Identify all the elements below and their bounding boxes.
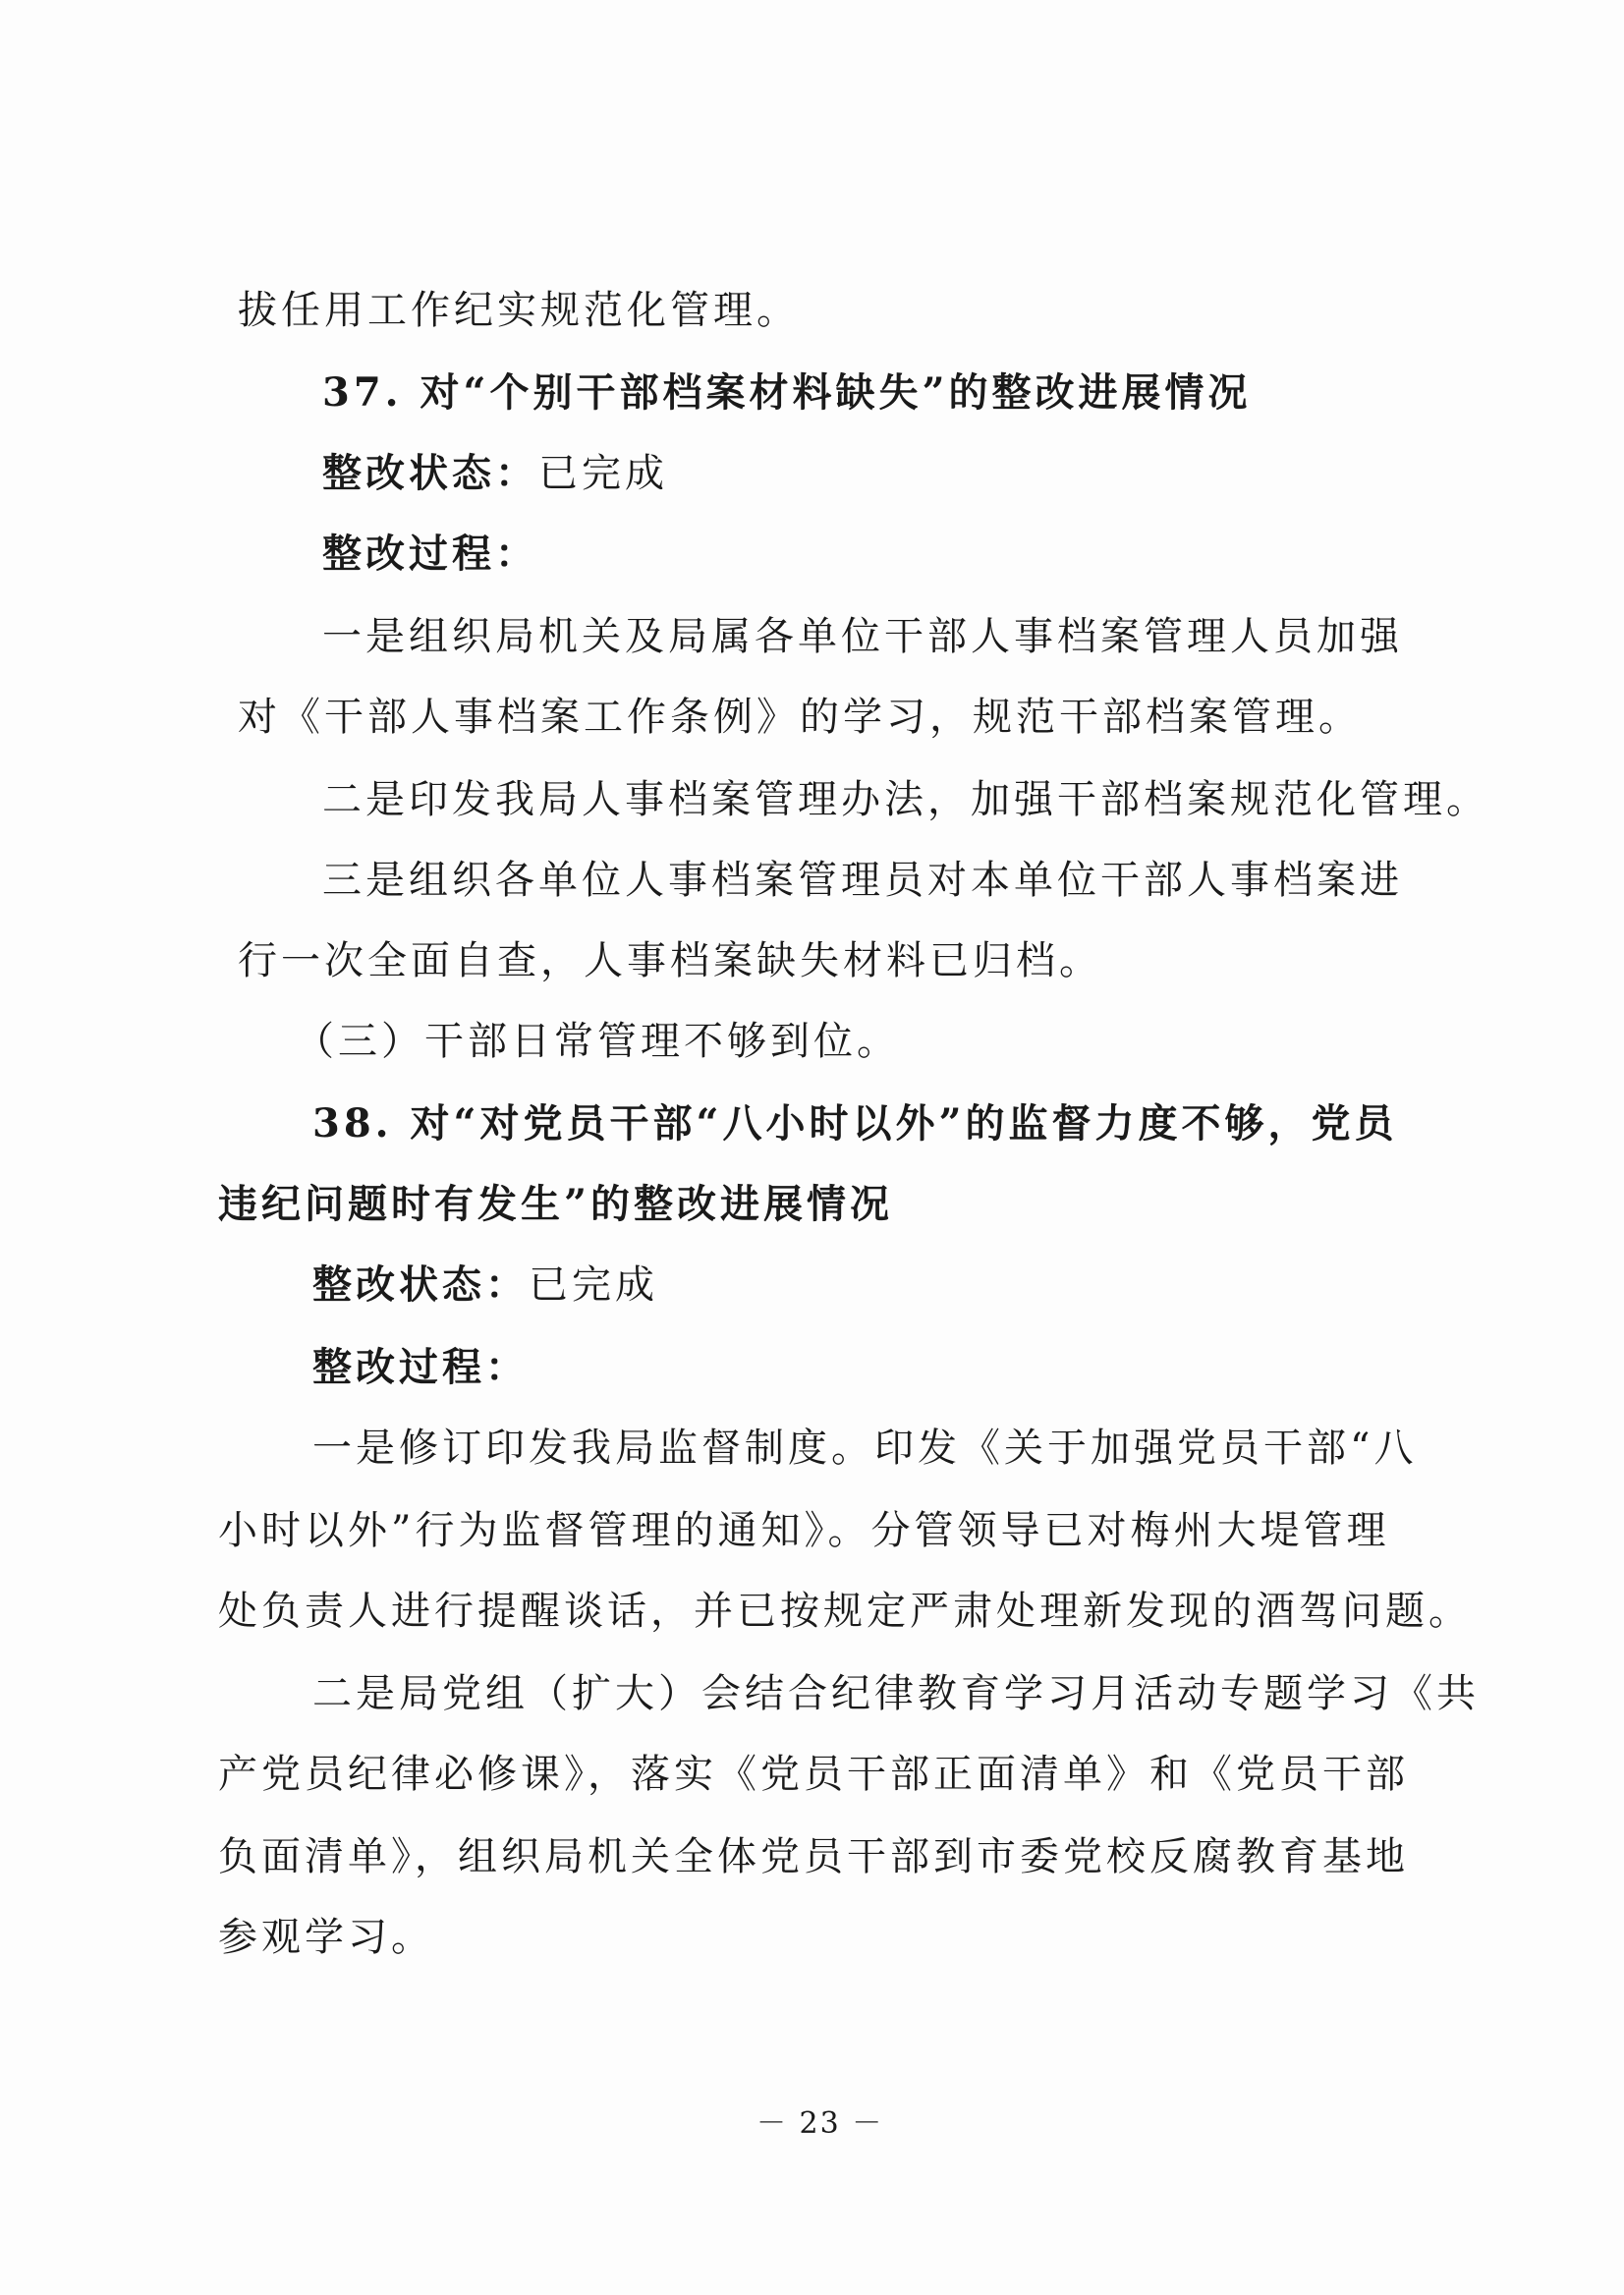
status-line — [322, 450, 668, 497]
paragraph-line: 参观学习。 — [218, 1915, 434, 1960]
status-value: 已完成 — [529, 1262, 658, 1308]
status-label: 整改状态： — [312, 1261, 529, 1308]
paragraph-line: 二是印发我局人事档案管理办法，加强干部档案规范化管理。 — [322, 777, 1489, 822]
status-value: 已完成 — [538, 451, 668, 496]
paragraph-line: 二是局党组（扩大）会结合纪律教育学习月活动专题学习《共 — [312, 1671, 1480, 1716]
section-heading: （三）干部日常管理不够到位。 — [295, 1019, 900, 1064]
paragraph-line: 一是组织局机关及局属各单位干部人事档案管理人员加强 — [322, 614, 1403, 659]
paragraph-line: 小时以外”行为监督管理的通知》。分管领导已对梅州大堤管理 — [218, 1508, 1390, 1553]
item-38-heading: 38. 对“对党员干部“八小时以外”的监督力度不够，党员 — [312, 1100, 1398, 1147]
paragraph-line: 产党员纪律必修课》，落实《党员干部正面清单》和《党员干部 — [218, 1752, 1409, 1797]
paragraph-line: 三是组织各单位人事档案管理员对本单位干部人事档案进 — [322, 858, 1403, 903]
paragraph-line: 对《干部人事档案工作条例》的学习，规范干部档案管理。 — [238, 695, 1362, 740]
paragraph-line: 行一次全面自查，人事档案缺失材料已归档。 — [238, 938, 1102, 983]
paragraph-line: 负面清单》，组织局机关全体党员干部到市委党校反腐教育基地 — [218, 1834, 1409, 1879]
item-37-heading: 37. 对“个别干部档案材料缺失”的整改进展情况 — [322, 369, 1252, 416]
status-label: 整改状态： — [322, 450, 538, 496]
paragraph-line: 拔任用工作纪实规范化管理。 — [238, 288, 800, 333]
process-label: 整改过程： — [312, 1344, 529, 1390]
page-number: － 23 － — [756, 2106, 884, 2141]
item-38-heading-cont: 违纪问题时有发生”的整改进展情况 — [218, 1181, 894, 1227]
paragraph-line: 处负责人进行提醒谈话，并已按规定严肃处理新发现的酒驾问题。 — [218, 1589, 1472, 1634]
paragraph-line: 一是修订印发我局监督制度。印发《关于加强党员干部“八 — [312, 1426, 1418, 1471]
status-line — [312, 1261, 658, 1309]
process-label: 整改过程： — [322, 531, 538, 577]
